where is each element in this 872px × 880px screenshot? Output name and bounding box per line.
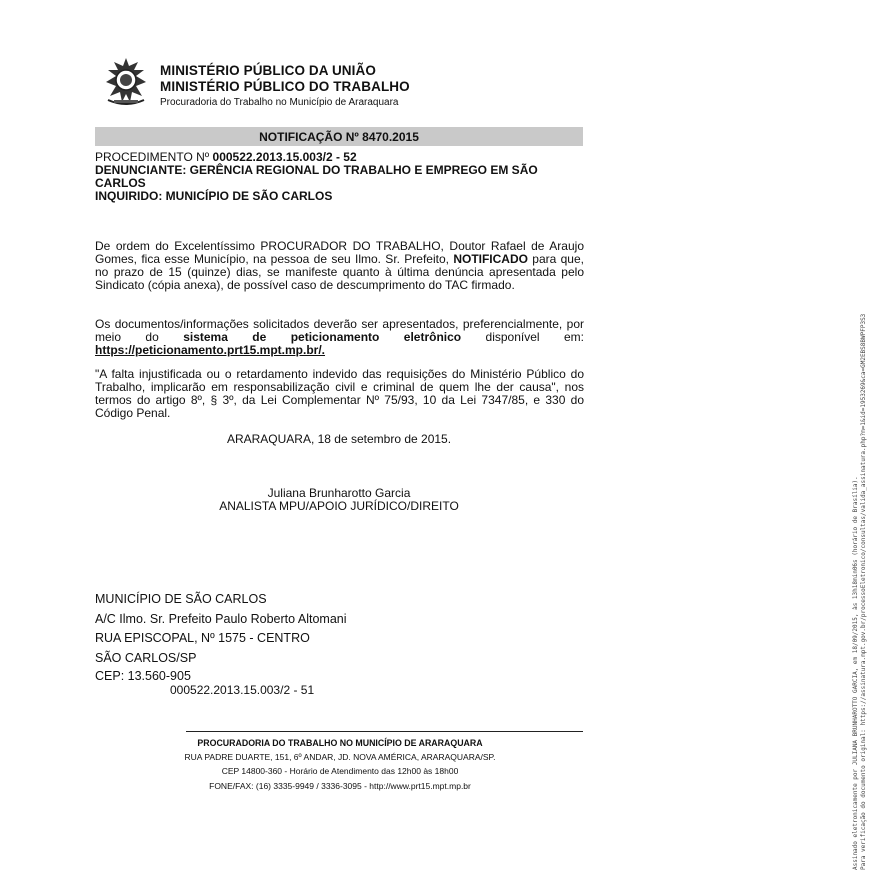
paragraph-documents [95, 318, 584, 357]
footer-divider [186, 731, 583, 732]
procedimento-label: PROCEDIMENTO Nº [95, 150, 213, 164]
address-line-1: MUNICÍPIO DE SÃO CARLOS [95, 592, 267, 606]
address-line-2: A/C Ilmo. Sr. Prefeito Paulo Roberto Altomani [95, 612, 347, 626]
signer-name: Juliana Brunharotto Garcia [267, 486, 411, 500]
p2-bold: sistema de peticionamento eletrônico [183, 330, 462, 344]
footer-line-1: PROCURADORIA DO TRABALHO NO MUNICÍPIO DE ARARAQUARA [197, 738, 483, 748]
paragraph-legal-notice: "A falta injustificada ou o retardamento indevido das requisições do Ministério Público do Trabalho, implicarão em responsabilização civil e criminal de quem lhe der causa", nos termos do artigo 8º, § 3º, da Lei Complementar Nº 75/93, 10 da Lei 7347/85, e 330 do Código Penal. [95, 367, 584, 420]
footer-line-3: CEP 14800-360 - Horário de Atendimento das 12h00 às 18h00 [221, 766, 459, 776]
date-line: ARARAQUARA, 18 de setembro de 2015. [226, 432, 452, 446]
footer-line-2: RUA PADRE DUARTE, 151, 6º ANDAR, JD. NOVA AMÉRICA, ARARAQUARA/SP. [184, 752, 496, 762]
peticionamento-link[interactable]: https://peticionamento.prt15.mpt.mp.br/. [95, 343, 326, 357]
p2-text-b: disponível em: [461, 330, 584, 344]
address-line-3: RUA EPISCOPAL, Nº 1575 - CENTRO [95, 631, 310, 645]
signer-role: ANALISTA MPU/APOIO JURÍDICO/DIREITO [219, 499, 459, 513]
paragraph-notification [95, 240, 584, 292]
ministry-line-3: Procuradoria do Trabalho no Município de Araraquara [160, 97, 399, 108]
notification-title-bar [95, 127, 583, 146]
address-line-5: CEP: 13.560-905 [95, 669, 191, 683]
address-line-4: SÃO CARLOS/SP [95, 651, 197, 665]
p1-text-a: De ordem do Excelentíssimo PROCURADOR DO TRABALHO, Doutor Rafael de Araujo Gomes, fica esse Município, na pessoa de seu Ilmo. Sr. Prefeito, [95, 239, 584, 266]
p1-bold: NOTIFICADO [453, 252, 528, 266]
coat-of-arms-emblem [100, 56, 152, 108]
ministry-line-1: MINISTÉRIO PÚBLICO DA UNIÃO [160, 63, 376, 78]
inquirido-line: INQUIRIDO: MUNICÍPIO DE SÃO CARLOS [95, 189, 333, 203]
ministry-line-2: MINISTÉRIO PÚBLICO DO TRABALHO [160, 79, 410, 94]
p1-text-b: para que, no prazo de 15 (quinze) dias, se manifeste quanto à última denúncia apresentada pelo Sindicato (cópia anexa), de possível caso de descumprimento do TAC firmado. [95, 252, 584, 292]
p2-text-a: Os documentos/informações solicitados deverão ser apresentados, preferencialmente, por meio do [95, 317, 584, 344]
address-line-6: 000522.2013.15.003/2 - 51 [170, 683, 315, 697]
notification-title: NOTIFICAÇÃO Nº 8470.2015 [259, 129, 419, 144]
stamp-line-2: Para verificação do documento original: https://assinatura.mpt.gov.br/processoEletronico/consultas/valida_assinatura.php?m=1&id=1953269&ca=GM2EBS8BWPFP3S3 [860, 313, 867, 870]
footer-line-4: FONE/FAX: (16) 3335-9949 / 3336-3095 - http://www.prt15.mpt.mp.br [209, 781, 471, 791]
stamp-line-1: Assinado eletronicamente por JULIANA BRUNHAROTTO GARCIA, em 18/09/2015, às 13h18min06s (horário de Brasília). [852, 476, 859, 870]
electronic-signature-stamp [852, 270, 872, 870]
denunciante-line: DENUNCIANTE: GERÊNCIA REGIONAL DO TRABALHO E EMPREGO EM SÃO CARLOS [95, 163, 538, 190]
procedimento-number: 000522.2013.15.003/2 - 52 [212, 150, 357, 164]
